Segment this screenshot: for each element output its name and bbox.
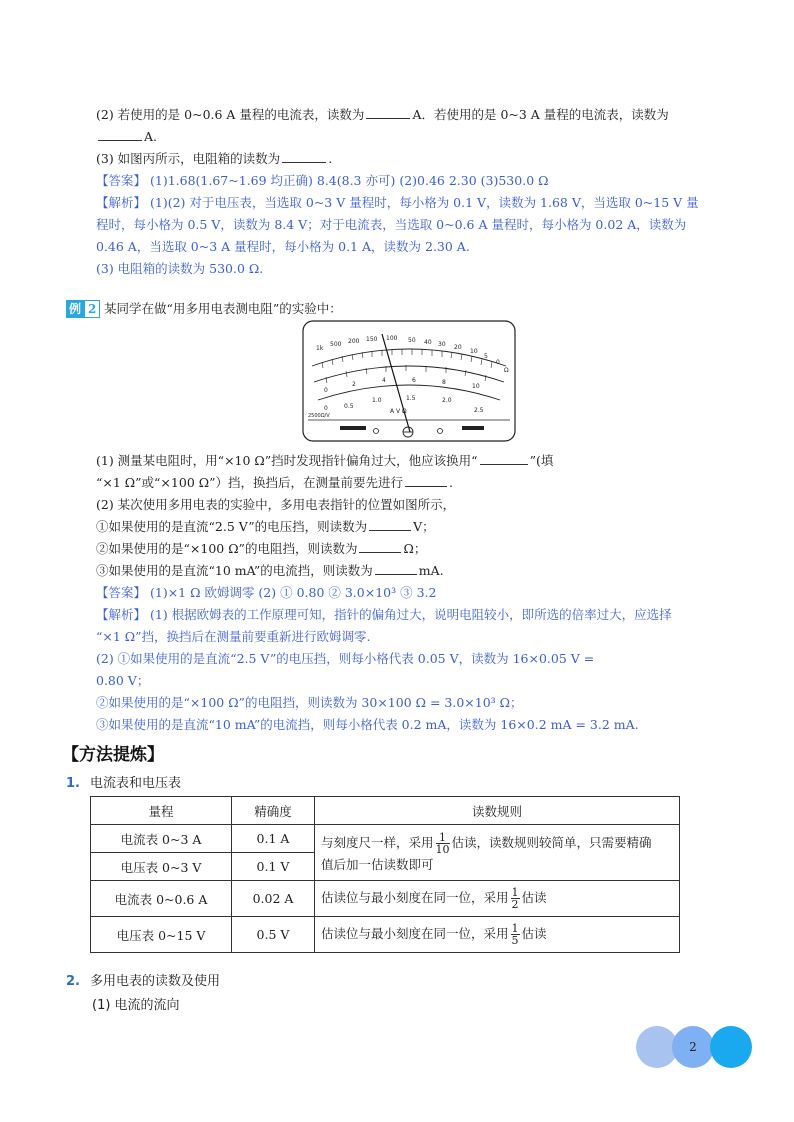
analysis-line: ②如果使用的是“×100 Ω”的电阻挡，则读数为 30×100 Ω = 3.0×10³ Ω； <box>96 695 523 710</box>
table-cell: 电流表 0~0.6 A <box>91 881 232 917</box>
scale-label: 1k <box>316 345 324 352</box>
table-cell: 0.02 A <box>232 881 315 917</box>
analysis-line: (2) ①如果使用的是直流“2.5 V”的电压挡，则每小格代表 0.05 V，读数为 16×0.05 V = <box>96 651 595 666</box>
scale-label: 30 <box>438 341 446 348</box>
subsection-1: 1. 电流表和电压表 <box>66 776 181 791</box>
analysis-line: 【解析】 (1) 根据欧姆表的工作原理可知，指针的偏角过大，说明电阻较小，即所选的倍率过大，应选择 <box>96 607 672 622</box>
scale-label: 200 <box>348 338 360 345</box>
answer-tag: 【答案】 <box>96 585 147 600</box>
answer-blank <box>375 562 417 575</box>
bottom-label: 2.5 <box>474 407 484 414</box>
table-cell: 电流表 0~3 A <box>91 825 232 853</box>
answer-blank <box>366 106 410 119</box>
analysis-line: 程时，每小格为 0.5 V，读数为 8.4 V；对于电流表，当选取 0~0.6 A 量程时，每小格为 0.02 A，读数为 <box>96 217 687 232</box>
answer-line: 【答案】 (1)1.68(1.67~1.69 均正确) 8.4(8.3 亦可) (2)0.46 2.30 (3)530.0 Ω <box>96 173 549 188</box>
q-line-3: (3) 如图丙所示，电阻箱的读数为 . <box>96 151 333 166</box>
ex-line-5: ②如果使用的是“×100 Ω”的电阻挡，则读数为 Ω； <box>96 541 427 556</box>
table-cell-rule: 估读位与最小刻度在同一位，采用 $\frac{1}{2}$ 估读 <box>315 881 680 917</box>
table-row <box>91 825 680 853</box>
bottom-label: 0 <box>324 405 328 412</box>
bottom-label: 0.5 <box>344 403 354 410</box>
table-cell: 电压表 0~15 V <box>91 917 232 953</box>
analysis-line: 0.46 A，当选取 0~3 A 量程时，每小格为 0.1 A，读数为 2.30 A. <box>96 239 470 254</box>
reading-rules-table <box>90 796 680 953</box>
scale-label: 150 <box>366 336 378 343</box>
scale-label: 5 <box>484 353 488 360</box>
scale-label: Ω <box>504 367 509 374</box>
scale-label: 10 <box>470 348 478 355</box>
multimeter-dial-figure <box>302 320 516 442</box>
left-note: 2500Ω/V <box>308 413 330 419</box>
dc-label: 2 <box>352 381 356 388</box>
page-number-badge <box>636 1026 752 1068</box>
answer-blank <box>282 150 326 163</box>
analysis-tag: 【解析】 <box>96 195 147 210</box>
table-header: 精确度 <box>232 797 315 825</box>
scale-label: 500 <box>330 341 342 348</box>
example-badge: 例 2 <box>66 300 100 318</box>
scale-label: 20 <box>454 344 462 351</box>
table-header-row <box>91 797 680 825</box>
table-cell: 0.1 V <box>232 853 315 881</box>
answer-blank <box>369 518 411 531</box>
dc-label: 6 <box>412 377 416 384</box>
table-cell: 电压表 0~3 V <box>91 853 232 881</box>
ex-line-1: (1) 测量某电阻时，用“×10 Ω”挡时发现指针偏角过大，他应该换用“ ”(填 <box>96 453 554 468</box>
ex-line-3: (2) 某次使用多用电表的实验中，多用电表指针的位置如图所示， <box>96 497 456 512</box>
bottom-label: 2.0 <box>442 397 452 404</box>
table-row <box>91 881 680 917</box>
subsection-2-1: (1) 电流的流向 <box>92 998 180 1013</box>
fraction: $\frac{1}{5}$ <box>511 922 519 947</box>
answer-blank <box>98 128 142 141</box>
ex-line-4: ①如果使用的是直流“2.5 V”的电压挡，则读数为 V； <box>96 519 435 534</box>
unit-label: A V Ω <box>390 408 407 415</box>
fraction: $\frac{1}{2}$ <box>511 886 519 911</box>
table-header: 读数规则 <box>315 797 680 825</box>
dc-label: 8 <box>442 379 446 386</box>
analysis-line: (3) 电阻箱的读数为 530.0 Ω. <box>96 261 264 276</box>
page-number: 2 <box>689 1040 697 1054</box>
bottom-label: 1.0 <box>372 397 382 404</box>
table-cell: 0.1 A <box>232 825 315 853</box>
ex-line-2: “×1 Ω”或“×100 Ω”）挡，换挡后，在测量前要先进行 . <box>96 475 453 490</box>
scale-label: 100 <box>386 335 398 342</box>
table-cell: 0.5 V <box>232 917 315 953</box>
analysis-tag: 【解析】 <box>96 607 147 622</box>
q-line-1: (2) 若使用的是 0~0.6 A 量程的电流表，读数为 A．若使用的是 0~3 A 量程的电流表，读数为 <box>96 107 669 122</box>
answer-blank <box>480 452 528 465</box>
table-cell-rule: 估读位与最小刻度在同一位，采用 $\frac{1}{5}$ 估读 <box>315 917 680 953</box>
fraction: $\frac{1}{10}$ <box>435 831 450 856</box>
table-cell-rule: 与刻度尺一样，采用 $\frac{1}{10}$ 估读，读数规则较简单，只需要精确 值后加一估读数即可 <box>315 825 680 881</box>
section-title: 【方法提炼】 <box>62 745 164 765</box>
answer-tag: 【答案】 <box>96 173 147 188</box>
bottom-label: 1.5 <box>406 395 416 402</box>
answer-blank <box>405 474 447 487</box>
answer-line: 【答案】 (1)×1 Ω 欧姆调零 (2) ① 0.80 ② 3.0×10³ ③ 3.2 <box>96 585 437 600</box>
scale-label: 40 <box>424 339 432 346</box>
dc-label: 0 <box>324 387 328 394</box>
subsection-2: 2. 多用电表的读数及使用 <box>66 974 220 989</box>
answer-blank <box>359 540 401 553</box>
analysis-line: 0.80 V； <box>96 673 150 688</box>
scale-label: 0 <box>496 359 500 366</box>
analysis-line: ③如果使用的是直流“10 mA”的电流挡，则每小格代表 0.2 mA，读数为 16×0.2 mA = 3.2 mA. <box>96 717 639 732</box>
table-header: 量程 <box>91 797 232 825</box>
analysis-line: 【解析】 (1)(2) 对于电压表，当选取 0~3 V 量程时，每小格为 0.1 V，读数为 1.68 V，当选取 0~15 V 量 <box>96 195 699 210</box>
ex-line-6: ③如果使用的是直流“10 mA”的电流挡，则读数为 mA. <box>96 563 444 578</box>
scale-label: 50 <box>408 337 416 344</box>
example-stem: 某同学在做“用多用电表测电阻”的实验中： <box>104 301 342 316</box>
dc-label: 4 <box>382 377 386 384</box>
analysis-line: “×1 Ω”挡，换挡后在测量前要重新进行欧姆调零. <box>96 629 371 644</box>
dc-label: 10 <box>472 383 480 390</box>
table-row <box>91 917 680 953</box>
q-line-2: A. <box>96 128 157 146</box>
